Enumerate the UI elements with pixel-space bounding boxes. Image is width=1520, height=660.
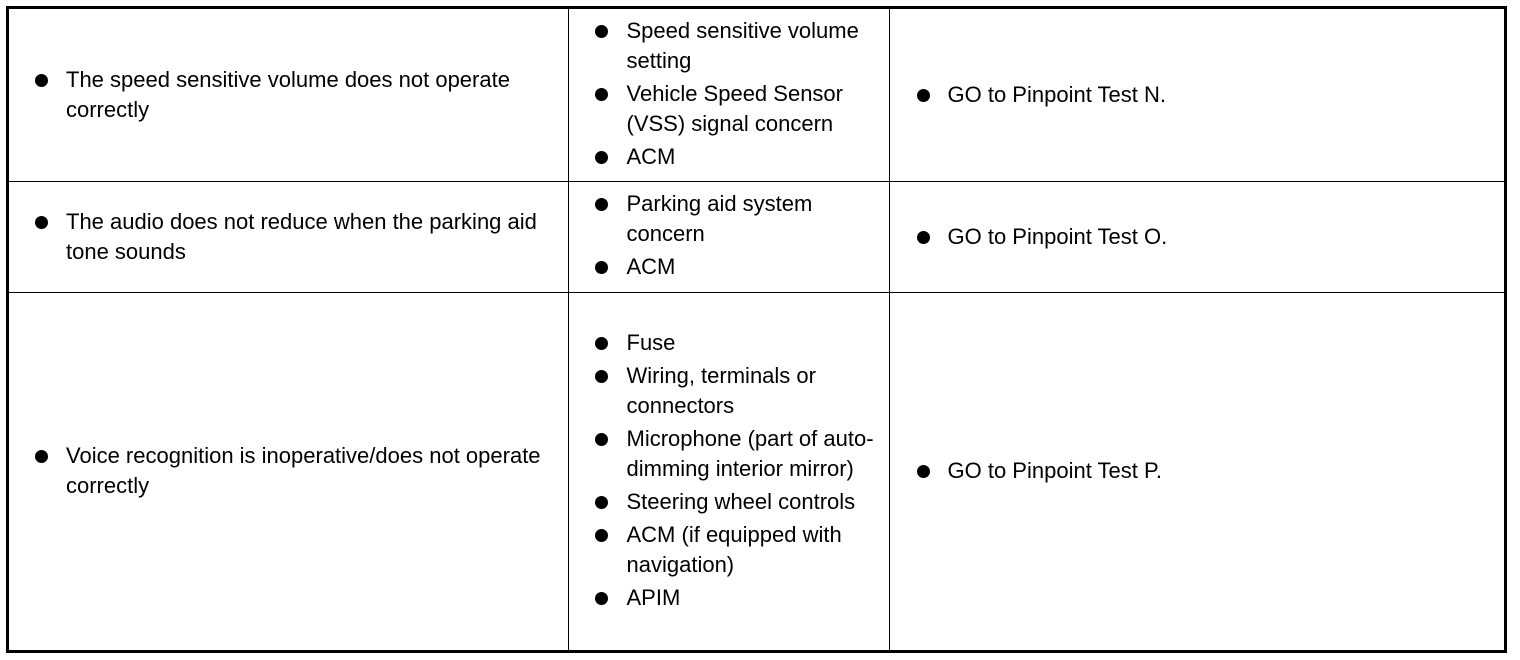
action-list xyxy=(890,222,1505,252)
possible-source-list xyxy=(569,189,889,282)
possible-source-list xyxy=(569,328,889,613)
symptom-list xyxy=(9,441,568,501)
symptom-list xyxy=(9,207,568,267)
symptom-cell xyxy=(9,181,568,292)
symptom-cell xyxy=(9,9,568,181)
symptom-text: The audio does not reduce when the parking aid tone sounds xyxy=(9,207,568,267)
possible-source-item: Wiring, terminals or connectors xyxy=(569,361,889,421)
possible-source-item: ACM xyxy=(569,252,889,282)
possible-source-cell xyxy=(568,9,889,181)
possible-source-item: Microphone (part of auto-dimming interior mirror) xyxy=(569,424,889,484)
possible-source-item: Fuse xyxy=(569,328,889,358)
table-row xyxy=(9,181,1504,292)
action-text: GO to Pinpoint Test O. xyxy=(890,222,1505,252)
action-cell xyxy=(889,9,1504,181)
action-cell xyxy=(889,292,1504,650)
table-row xyxy=(9,292,1504,650)
symptom-text: The speed sensitive volume does not operate correctly xyxy=(9,65,568,125)
diagnostic-table-frame xyxy=(6,6,1507,653)
action-text: GO to Pinpoint Test P. xyxy=(890,456,1505,486)
symptom-text: Voice recognition is inoperative/does not operate correctly xyxy=(9,441,568,501)
possible-source-item: ACM xyxy=(569,142,889,172)
possible-source-item: ACM (if equipped with navigation) xyxy=(569,520,889,580)
possible-source-cell xyxy=(568,181,889,292)
possible-source-item: Speed sensitive volume setting xyxy=(569,16,889,76)
symptom-chart-table xyxy=(9,9,1504,650)
possible-source-list xyxy=(569,16,889,172)
possible-source-item: APIM xyxy=(569,583,889,613)
possible-source-item: Vehicle Speed Sensor (VSS) signal concern xyxy=(569,79,889,139)
table-row xyxy=(9,9,1504,181)
symptom-cell xyxy=(9,292,568,650)
action-text: GO to Pinpoint Test N. xyxy=(890,80,1505,110)
action-cell xyxy=(889,181,1504,292)
action-list xyxy=(890,456,1505,486)
action-list xyxy=(890,80,1505,110)
possible-source-cell xyxy=(568,292,889,650)
possible-source-item: Steering wheel controls xyxy=(569,487,889,517)
possible-source-item: Parking aid system concern xyxy=(569,189,889,249)
symptom-list xyxy=(9,65,568,125)
